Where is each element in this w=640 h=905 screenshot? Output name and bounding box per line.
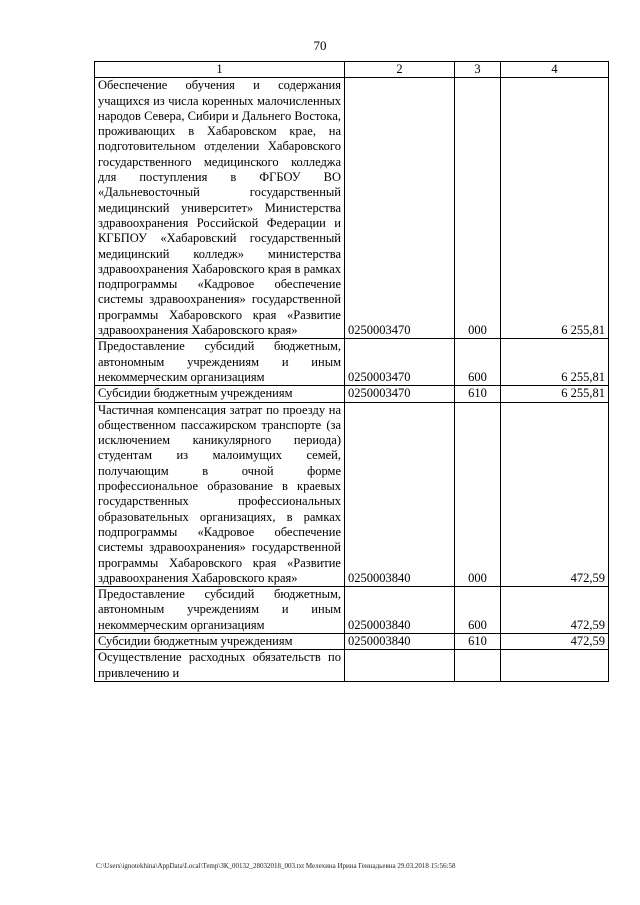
row-code: 0250003470 — [345, 78, 455, 339]
header-col-4: 4 — [501, 62, 609, 78]
row-name: Субсидии бюджетным учреждениям — [95, 386, 345, 402]
table-row — [95, 587, 609, 634]
table-row — [95, 650, 609, 682]
row-amount: 6 255,81 — [501, 386, 609, 402]
row-name: Частичная компенсация затрат по проезду на общественном пассажирском транспорте (за исключением каникулярного периода) студентам из малоимущих семей, получающим в очной форме профессиональное образование в краевых государственных профессиональных образовательных организациях, в рамках подпрограммы «Кадровое обеспечение системы здравоохранения» государственной программы Хабаровского края «Развитие здравоохранения Хабаровского края» — [95, 402, 345, 587]
page-number: 70 — [313, 38, 327, 53]
row-name: Субсидии бюджетным учреждениям — [95, 633, 345, 649]
table-row — [95, 78, 609, 339]
row-category — [455, 650, 501, 682]
row-amount: 6 255,81 — [501, 339, 609, 386]
row-code: 0250003840 — [345, 402, 455, 587]
row-amount: 472,59 — [501, 402, 609, 587]
file-path-footer: C:\Users\ignotekhina\AppData\Local\Temp\ЗК_00132_28032018_003.txt Мелехина Ирина Геннадьевна 29.03.2018 15:56:58 — [96, 862, 456, 870]
row-amount: 472,59 — [501, 633, 609, 649]
header-col-3: 3 — [455, 62, 501, 78]
row-category: 610 — [455, 633, 501, 649]
table-row — [95, 633, 609, 649]
row-amount: 472,59 — [501, 587, 609, 634]
row-name: Обеспечение обучения и содержания учащихся из числа коренных малочисленных народов Севера, Сибири и Дальнего Востока, проживающих в Хабаровском крае, на подготовительном отделении Хабаровского государственного медицинского колледжа для поступления в ФГБОУ ВО «Дальневосточный государственный медицинский университет» Министерства здравоохранения Российской Федерации и КГБПОУ «Хабаровский государственный медицинский колледж» министерства здравоохранения Хабаровского края в рамках подпрограммы «Кадровое обеспечение системы здравоохранения» государственной программы Хабаровского края «Развитие здравоохранения Хабаровского края» — [95, 78, 345, 339]
table-row — [95, 402, 609, 587]
table-row — [95, 386, 609, 402]
budget-table — [94, 61, 609, 682]
row-category: 610 — [455, 386, 501, 402]
row-name: Предоставление субсидий бюджетным, автономным учреждениям и иным некоммерческим организациям — [95, 587, 345, 634]
row-code: 0250003470 — [345, 386, 455, 402]
row-amount — [501, 650, 609, 682]
row-category: 000 — [455, 78, 501, 339]
header-row — [95, 62, 609, 78]
row-category: 600 — [455, 339, 501, 386]
table-row — [95, 339, 609, 386]
row-name: Предоставление субсидий бюджетным, автономным учреждениям и иным некоммерческим организациям — [95, 339, 345, 386]
row-code: 0250003840 — [345, 587, 455, 634]
row-code: 0250003840 — [345, 633, 455, 649]
row-name: Осуществление расходных обязательств по привлечению и — [95, 650, 345, 682]
header-col-2: 2 — [345, 62, 455, 78]
row-code — [345, 650, 455, 682]
row-amount: 6 255,81 — [501, 78, 609, 339]
row-category: 600 — [455, 587, 501, 634]
row-category: 000 — [455, 402, 501, 587]
row-code: 0250003470 — [345, 339, 455, 386]
header-col-1: 1 — [95, 62, 345, 78]
